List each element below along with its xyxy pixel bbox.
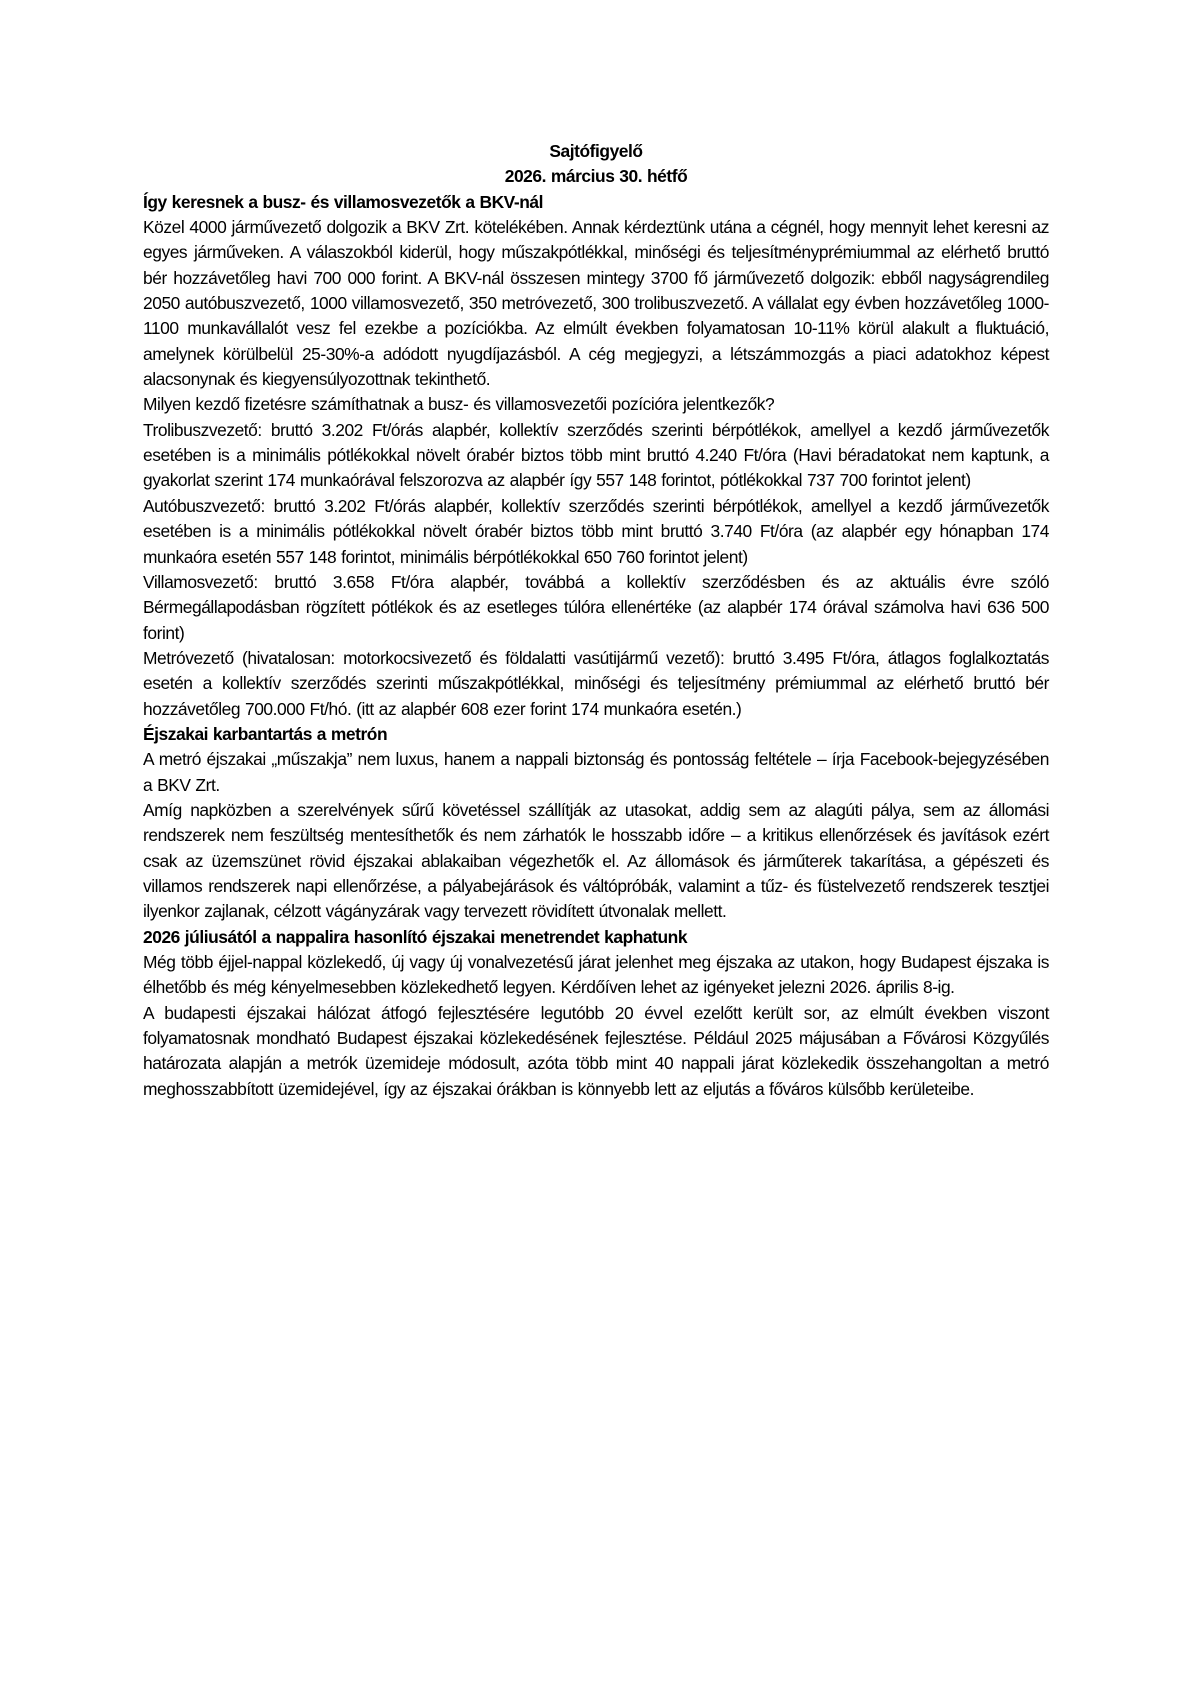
document-page [143, 139, 1049, 1102]
document-title: Sajtófigyelő [549, 141, 643, 161]
article-bkv-salaries [143, 190, 1049, 722]
article-metro-night-maintenance [143, 722, 1049, 925]
article-paragraph: Amíg napközben a szerelvények sűrű követéssel szállítják az utasokat, addig sem az alagúti pálya, sem az állomási rendszerek nem feszültség mentesíthetők és nem zárhatók le hosszabb időre – a kritikus ellenőrzések és javítások ezért csak az üzemszünet rövid éjszakai ablakaiban végezhetők el. Az állomások és járműterek takarítása, a gépészeti és villamos rendszerek napi ellenőrzése, a pályabejárások és váltópróbák, valamint a tűz- és füstelvezető rendszerek tesztjei ilyenkor zajlanak, célzott vágányzárak vagy tervezett rövidített útvonalak mellett. [143, 799, 1049, 922]
article-night-timetable [143, 925, 1049, 1102]
article-paragraph: A metró éjszakai „műszakja” nem luxus, hanem a nappali biztonság és pontosság feltétele – írja Facebook-bejegyzésében a BKV Zrt. [143, 749, 1049, 795]
document-date: 2026. március 30. hétfő [504, 166, 688, 187]
article-paragraph: Autóbuszvezető: bruttó 3.202 Ft/órás alapbér, kollektív szerződés szerinti bérpótlékok, amellyel a kezdő járművezetők esetében is a minimális pótlékokkal növelt órabér biztos több mint bruttó 3.740 Ft/óra (az alapbér egy hónapban 174 munkaóra esetén 557 148 forintot, minimális bérpótlékokkal 650 760 forintot jelent) [143, 495, 1049, 567]
article-heading: Így keresnek a busz- és villamosvezetők a BKV-nál [143, 191, 543, 212]
article-paragraph: Trolibuszvezető: bruttó 3.202 Ft/órás alapbér, kollektív szerződés szerinti bérpótlékok, amellyel a kezdő járművezetők esetében is a minimális pótlékokkal növelt órabér biztos több mint bruttó 4.240 Ft/óra (Havi béradatokat nem kaptunk, a gyakorlat szerint 174 munkaórával felszorozva az alapbér így 557 148 forintot, pótlékokkal 737 700 forintot jelent) [143, 419, 1049, 491]
article-heading: 2026 júliusától a nappalira hasonlító éjszakai menetrendet kaphatunk [143, 926, 688, 947]
article-paragraph: Metróvezető (hivatalosan: motorkocsivezető és földalatti vasútijármű vezető): bruttó 3.495 Ft/óra, átlagos foglalkoztatás esetén a kollektív szerződés szerinti műszakpótlékkal, minőségi és teljesítmény prémiummal az elérhető bruttó bér hozzávetőleg 700.000 Ft/hó. (itt az alapbér 608 ezer forint 174 munkaóra esetén.) [143, 647, 1049, 719]
article-paragraph: Közel 4000 járművezető dolgozik a BKV Zrt. kötelékében. Annak kérdeztünk utána a cégnél, hogy mennyit lehet keresni az egyes járműveken. A válaszokból kiderül, hogy műszakpótlékkal, minőségi és teljesítményprémiummal az elérhető bruttó bér hozzávetőleg havi 700 000 forint. A BKV-nál összesen mintegy 3700 fő járművezető dolgozik: ebből nagyságrendileg 2050 autóbuszvezető, 1000 villamosvezető, 350 metróvezető, 300 trolibuszvezető. A vállalat egy évben hozzávetőleg 1000-1100 munkavállalót vesz fel ezekbe a pozíciókba. Az elmúlt években folyamatosan 10-11% körül alakult a fluktuáció, amelynek körülbelül 25-30%-a adódott nyugdíjazásból. A cég megjegyzi, a létszámmozgás a piaci adatokhoz képest alacsonynak és kiegyensúlyozottnak tekinthető. [143, 217, 1049, 390]
article-heading: Éjszakai karbantartás a metrón [143, 723, 388, 744]
article-paragraph: Villamosvezető: bruttó 3.658 Ft/óra alapbér, továbbá a kollektív szerződésben és az aktuális évre szóló Bérmegállapodásban rögzített pótlékok és az esetleges túlóra ellenértéke (az alapbér 174 órával számolva havi 636 500 forint) [143, 571, 1049, 643]
article-paragraph: Milyen kezdő fizetésre számíthatnak a busz- és villamosvezetői pozícióra jelentkezők? [143, 394, 775, 415]
article-paragraph: Még több éjjel-nappal közlekedő, új vagy új vonalvezetésű járat jelenhet meg éjszaka az utakon, hogy Budapest éjszaka is élhetőbb és még kényelmesebben közlekedhető legyen. Kérdőíven lehet az igényeket jelezni 2026. április 8-ig. [143, 952, 1049, 998]
article-paragraph: A budapesti éjszakai hálózat átfogó fejlesztésére legutóbb 20 évvel ezelőtt került sor, az elmúlt években viszont folyamatosnak mondható Budapest éjszakai közlekedésének fejlesztése. Például 2025 májusában a Fővárosi Közgyűlés határozata alapján a metrók üzemideje módosult, azóta több mint 40 nappali járat közlekedik összehangoltan a metró meghosszabbított üzemidejével, így az éjszakai órákban is könnyebb lett az eljutás a főváros külsőbb kerületeibe. [143, 1002, 1049, 1099]
